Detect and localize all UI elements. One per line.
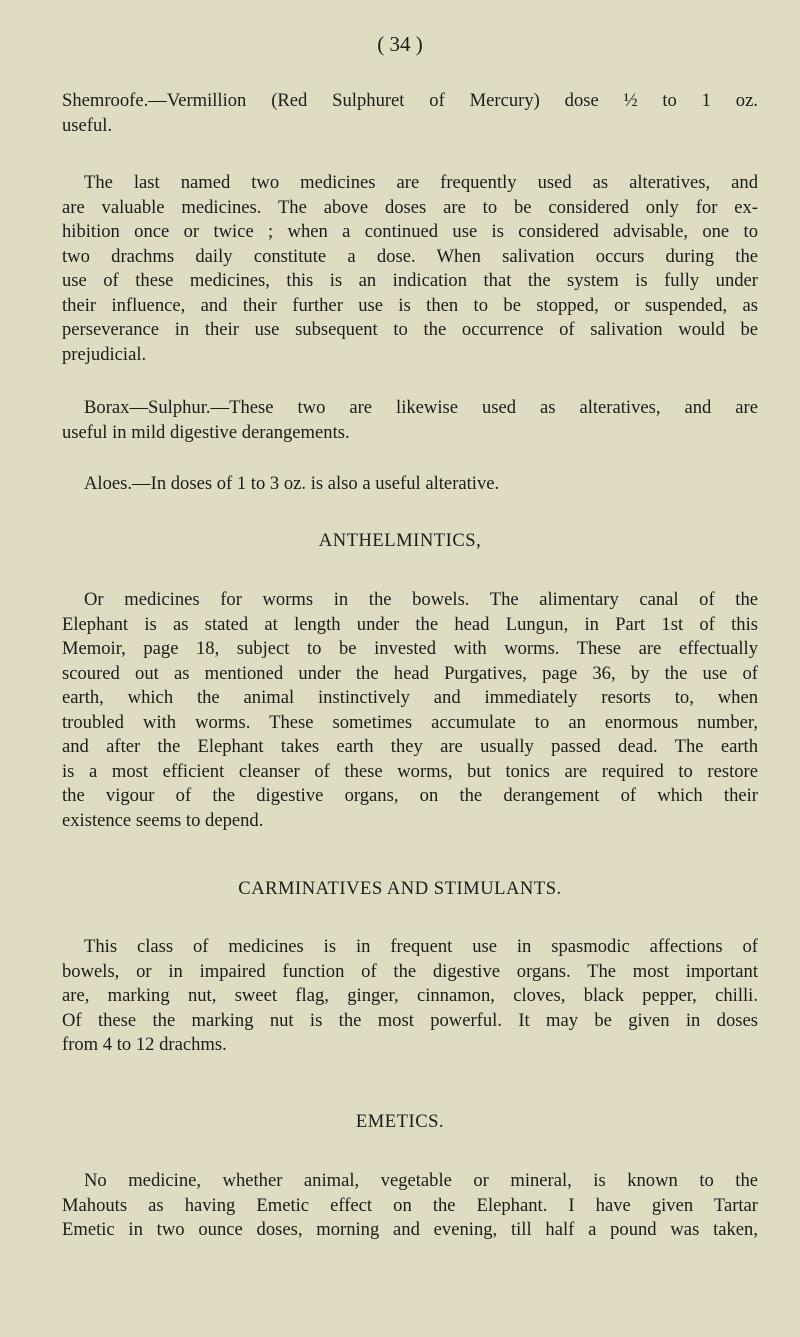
text-line: troubled with worms. These sometimes accumulate to an enormous number,	[62, 711, 758, 733]
text-line: Or medicines for worms in the bowels. The alimentary canal of the	[84, 589, 758, 610]
text-line: Aloes.—In doses of 1 to 3 oz. is also a useful alterative.	[84, 473, 500, 494]
text-line: scoured out as mentioned under the head Purgatives, page 36, by the use of	[62, 662, 758, 684]
text-line: Memoir, page 18, subject to be invested with worms. These are effectually	[62, 638, 758, 659]
text-line: useful in mild digestive derangements.	[62, 421, 350, 443]
text-line: use of these medicines, this is an indication that the system is fully under	[62, 270, 758, 291]
text-line: are, marking nut, sweet flag, ginger, cinnamon, cloves, black pepper, chilli.	[62, 985, 758, 1006]
heading-emetics: EMETICS.	[355, 1111, 445, 1132]
text-line: prejudicial.	[62, 343, 147, 365]
text-line: bowels, or in impaired function of the digestive organs. The most important	[62, 960, 758, 982]
text-line: The last named two medicines are frequently used as alteratives, and	[84, 172, 758, 193]
text-line: are valuable medicines. The above doses are to be considered only for ex-	[62, 196, 758, 218]
text-line: Mahouts as having Emetic effect on the Elephant. I have given Tartar	[62, 1194, 758, 1216]
paragraph-anthelmintics	[62, 588, 758, 833]
page-number: ( 34 )	[377, 32, 423, 56]
text-line: Borax—Sulphur.—These two are likewise used as alteratives, and are	[84, 397, 758, 418]
paragraph-borax	[62, 396, 758, 445]
text-line: perseverance in their use subsequent to the occurrence of salivation would be	[62, 319, 758, 340]
text-line: the vigour of the digestive organs, on the derangement of which their	[62, 785, 758, 806]
text-line: This class of medicines is in frequent use in spasmodic affections of	[84, 936, 758, 957]
text-line: Of these the marking nut is the most powerful. It may be given in doses	[62, 1009, 758, 1031]
text-line: Elephant is as stated at length under the head Lungun, in Part 1st of this	[62, 613, 758, 635]
text-line: their influence, and their further use is then to be stopped, or suspended, as	[62, 294, 758, 316]
heading-carminatives: CARMINATIVES AND STIMULANTS.	[238, 878, 562, 899]
text-line: Shemroofe.—Vermillion (Red Sulphuret of Mercury) dose ½ to 1 oz.	[62, 90, 758, 111]
text-line: existence seems to depend.	[62, 809, 264, 831]
text-line: Emetic in two ounce doses, morning and evening, till half a pound was taken,	[62, 1219, 758, 1240]
text-line: is a most efficient cleanser of these worms, but tonics are required to restore	[62, 760, 758, 782]
paragraph-alteratives	[62, 171, 758, 367]
paragraph-emetics	[62, 1169, 758, 1243]
paragraph-carminatives	[62, 935, 758, 1058]
heading-anthelmintics: ANTHELMINTICS,	[318, 530, 482, 551]
text-line: two drachms daily constitute a dose. When salivation occurs during the	[62, 245, 758, 267]
text-line: hibition once or twice ; when a continued use is considered advisable, one to	[62, 221, 758, 242]
text-line: from 4 to 12 drachms.	[62, 1034, 227, 1055]
text-line: earth, which the animal instinctively and immediately resorts to, when	[62, 687, 758, 708]
text-line: useful.	[62, 114, 113, 136]
text-line: and after the Elephant takes earth they are usually passed dead. The earth	[62, 736, 758, 757]
text-line: No medicine, whether animal, vegetable or mineral, is known to the	[84, 1170, 758, 1191]
paragraph-shemroofe	[62, 89, 758, 138]
paragraph-aloes	[62, 472, 758, 497]
